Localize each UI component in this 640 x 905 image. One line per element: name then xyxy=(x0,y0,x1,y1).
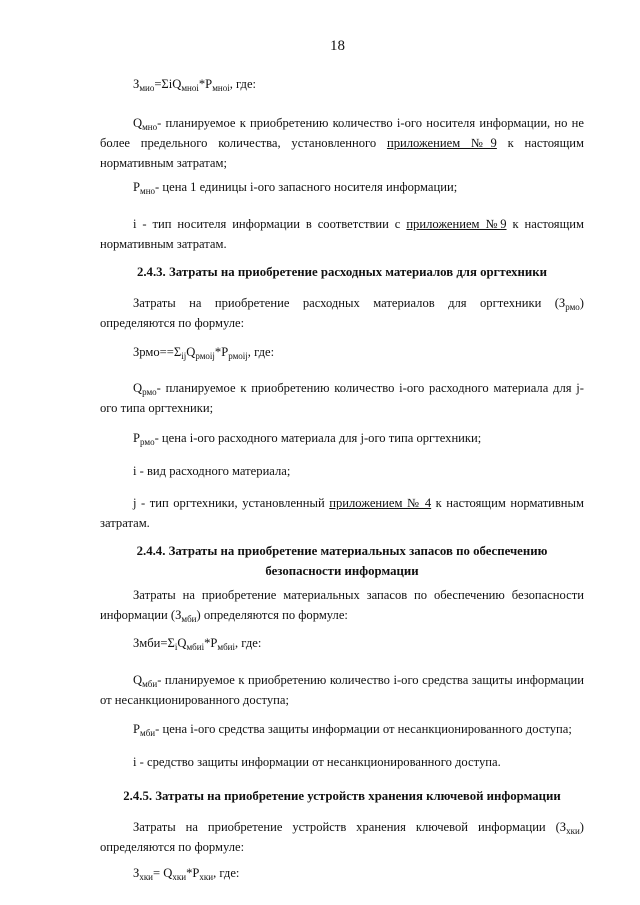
subscript: мби xyxy=(142,679,158,689)
subscript: мноi xyxy=(181,83,199,93)
paragraph xyxy=(100,493,584,533)
text-run: P xyxy=(133,431,141,445)
text-run: Q xyxy=(133,673,143,687)
text-run: З xyxy=(133,866,140,880)
paragraph xyxy=(100,719,584,739)
text-run: Затраты на приобретение расходных материалов для оргтехники (З xyxy=(133,296,566,310)
text-run: , где: xyxy=(213,866,240,880)
subscript: хки xyxy=(139,872,154,882)
text-run: =ΣiQ xyxy=(154,77,182,91)
section-heading xyxy=(100,262,584,282)
text-run: Q xyxy=(133,381,143,395)
subscript: хки xyxy=(566,826,580,836)
text-run: *P xyxy=(198,77,213,91)
text-run: к настоящим нормативным затратам. xyxy=(100,217,584,251)
subscript: ij xyxy=(181,351,187,361)
text-run: *P xyxy=(204,636,218,650)
text-run: 2.4.5. Затраты на приобретение устройств хранения ключевой информации xyxy=(123,789,561,803)
text-run: , где: xyxy=(247,345,275,359)
formula xyxy=(100,633,584,653)
subscript: i xyxy=(174,642,178,652)
paragraph xyxy=(100,214,584,254)
subscript: рмо xyxy=(140,437,155,447)
subscript: рмоij xyxy=(195,351,215,361)
text-run: , где: xyxy=(234,636,262,650)
text-run: - цена i-ого средства защиты информации от несанкционированного доступа; xyxy=(155,722,572,736)
text-run: - планируемое к приобретению количество i-ого средства защиты информации от несанкционированного доступа; xyxy=(100,673,584,707)
text-run: Затраты на приобретение устройств хранения ключевой информации (З xyxy=(133,820,567,834)
appendix-link[interactable]: приложением № 4 xyxy=(329,496,432,510)
text-run: *P xyxy=(214,345,229,359)
paragraph xyxy=(100,585,584,625)
paragraph xyxy=(100,378,584,418)
section-heading xyxy=(100,786,584,806)
appendix-link[interactable]: приложением №9 xyxy=(386,136,497,150)
subscript: мноi xyxy=(212,83,230,93)
text-run: 2.4.3. Затраты на приобретение расходных материалов для оргтехники xyxy=(136,265,548,279)
paragraph xyxy=(100,670,584,710)
formula xyxy=(100,342,584,362)
text-run: Q xyxy=(133,116,143,130)
text-run: - планируемое к приобретению количество i-ого расходного материала для j-ого типа оргтехники; xyxy=(100,381,584,415)
text-run: j - тип оргтехники, установленный xyxy=(133,496,330,510)
subscript: мбиi xyxy=(217,642,235,652)
paragraph xyxy=(100,817,584,857)
text-run: Змби=Σ xyxy=(133,636,175,650)
paragraph xyxy=(100,752,584,772)
subscript: хки xyxy=(199,872,214,882)
subscript: рмоij xyxy=(228,351,248,361)
text-run: *P xyxy=(186,866,200,880)
text-run: к настоящим нормативным затратам; xyxy=(100,136,585,170)
text-run: P xyxy=(133,722,141,736)
text-run: Зрмо==Σ xyxy=(133,345,182,359)
text-run: i - средство защиты информации от несанкционированного доступа. xyxy=(133,755,501,769)
text-run: ) определяются по формуле: xyxy=(100,820,584,854)
appendix-link[interactable]: приложением №9 xyxy=(406,217,507,231)
paragraph xyxy=(100,177,584,197)
text-run: ) определяются по формуле: xyxy=(100,296,584,330)
paragraph xyxy=(100,428,584,448)
text-run: ) определяются по формуле: xyxy=(196,608,348,622)
paragraph xyxy=(100,461,584,481)
text-run: i - вид расходного материала; xyxy=(133,464,291,478)
formula xyxy=(100,863,584,883)
paragraph xyxy=(100,113,584,173)
subscript: мио xyxy=(139,83,155,93)
formula xyxy=(100,74,584,94)
subscript: мби xyxy=(140,728,156,738)
subscript: рмо xyxy=(142,387,157,397)
text-run: - планируемое к приобретению количество i-ого носителя информации, но не более предельного количества, установленного xyxy=(100,116,584,150)
text-run: Q xyxy=(186,345,196,359)
subscript: мбиi xyxy=(186,642,205,652)
text-run: З xyxy=(133,77,140,91)
subscript: хки xyxy=(172,872,187,882)
text-run: - цена 1 единицы i-ого запасного носителя информации; xyxy=(155,180,458,194)
text-run: 2.4.4. Затраты на приобретение материальных запасов по обеспечению безопасности информации xyxy=(136,544,548,578)
text-run: = Q xyxy=(153,866,173,880)
subscript: мби xyxy=(181,614,197,624)
text-run: Затраты на приобретение материальных запасов по обеспечению безопасности информации (З xyxy=(100,588,584,622)
text-run: i - тип носителя информации в соответствии с xyxy=(133,217,407,231)
text-run: Q xyxy=(177,636,187,650)
text-run: , где: xyxy=(229,77,257,91)
text-run: - цена i-ого расходного материала для j-ого типа оргтехники; xyxy=(154,431,482,445)
subscript: мно xyxy=(142,122,158,132)
subscript: рмо xyxy=(565,302,580,312)
page-number: 18 xyxy=(330,38,345,54)
subscript: мно xyxy=(140,186,156,196)
section-heading xyxy=(100,541,584,581)
paragraph xyxy=(100,293,584,333)
text-run: P xyxy=(133,180,141,194)
text-run: к настоящим нормативным затратам. xyxy=(100,496,584,530)
